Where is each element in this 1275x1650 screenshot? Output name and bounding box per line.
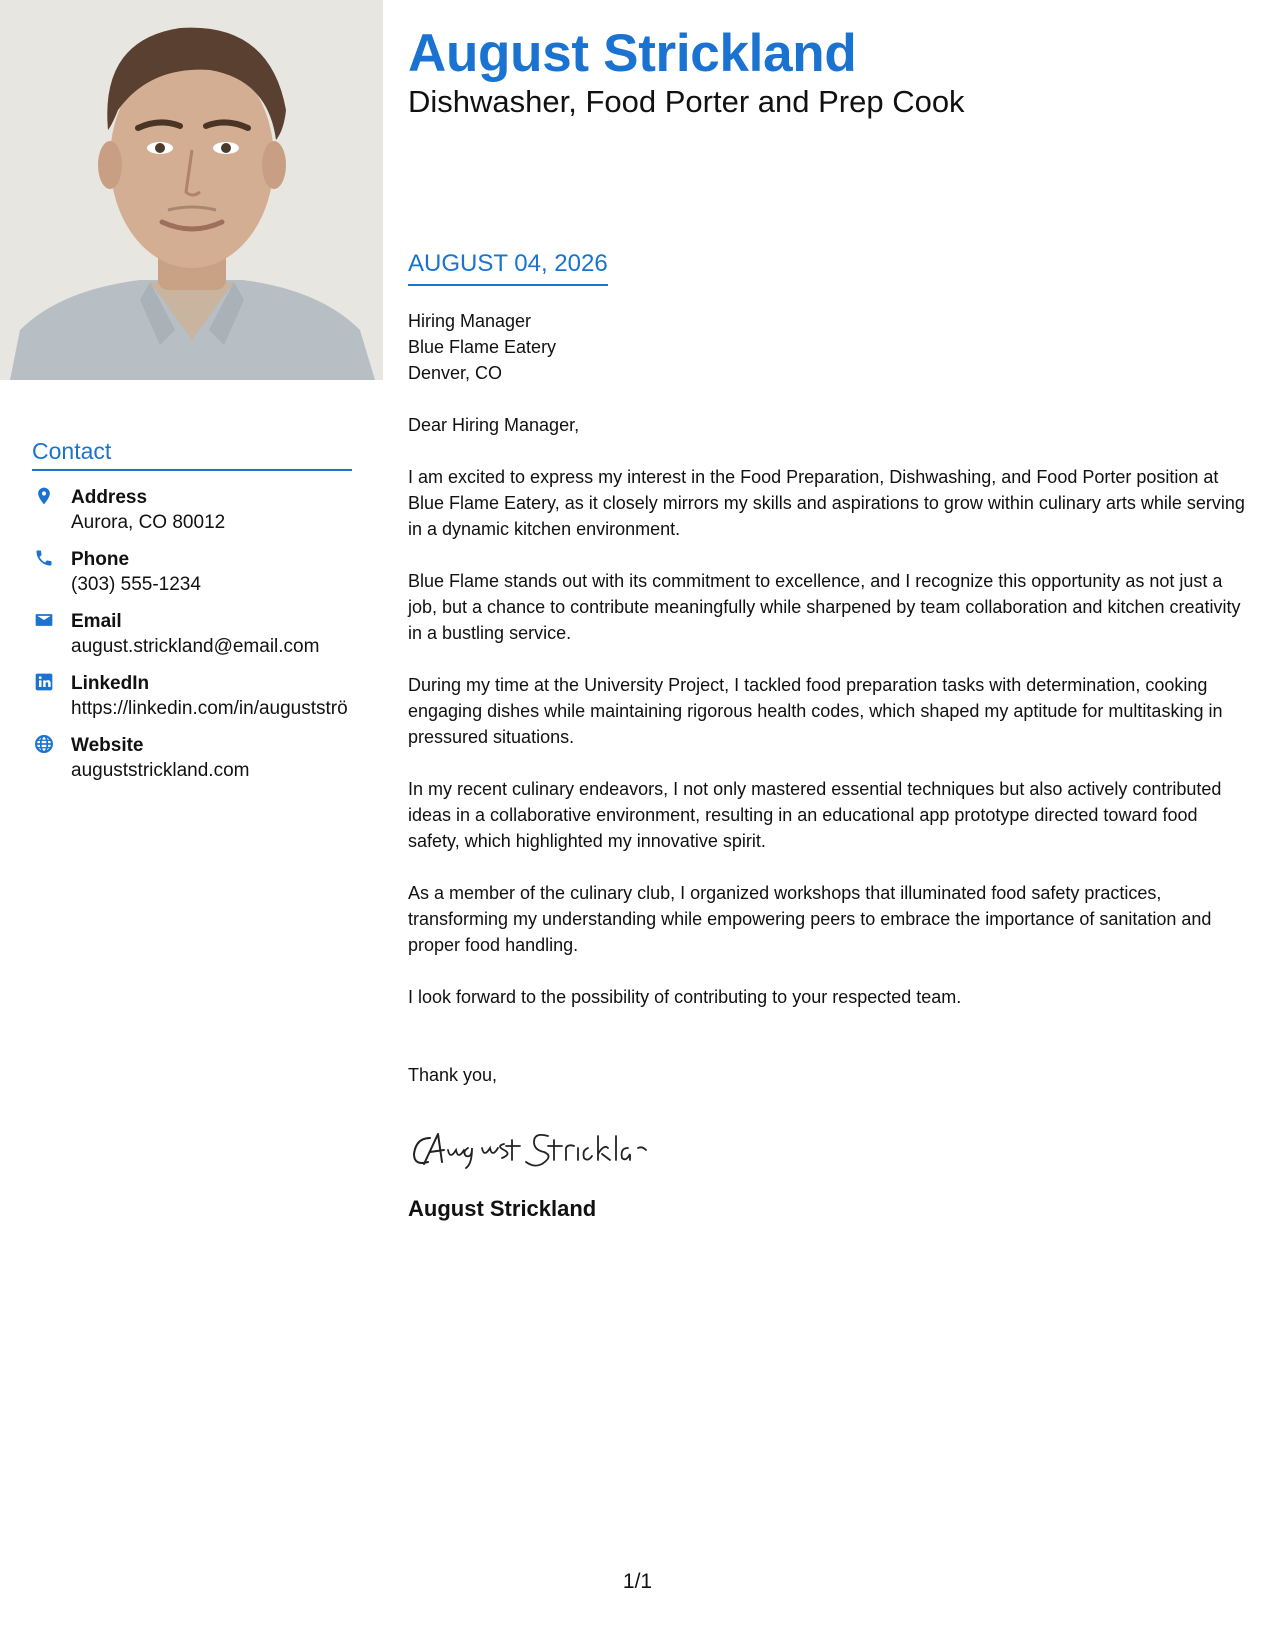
- candidate-name: August Strickland: [408, 24, 857, 83]
- letter-paragraph: As a member of the culinary club, I organized workshops that illuminated food safety practices, transforming my understanding while empowering peers to embrace the importance of sanitation and proper food handling.: [408, 883, 1212, 955]
- recipient-line: Blue Flame Eatery: [408, 337, 557, 357]
- closing: Thank you,: [408, 1065, 498, 1085]
- contact-heading: Contact: [32, 436, 352, 471]
- contact-phone: [32, 547, 352, 597]
- letter-paragraph: I am excited to express my interest in the Food Preparation, Dishwashing, and Food Porter position at Blue Flame Eatery, as it closely mirrors my skills and aspirations to grow within culinary arts while serving in a dynamic kitchen environment.: [408, 467, 1245, 539]
- email-value[interactable]: august.strickland@email.com: [71, 636, 320, 657]
- phone-icon: [34, 548, 54, 568]
- email-icon: [34, 610, 54, 630]
- salutation: Dear Hiring Manager,: [408, 415, 580, 435]
- letter-body: [408, 308, 1253, 1224]
- contact-linkedin: [32, 671, 352, 721]
- linkedin-value[interactable]: https://linkedin.com/in/augustströ: [71, 698, 348, 719]
- signed-name: August Strickland: [408, 1196, 597, 1221]
- letter-paragraph: In my recent culinary endeavors, I not only mastered essential techniques but also actively contributed ideas in a collaborative environment, resulting in an educational app prototype directed toward food safety, which highlighted my innovative spirit.: [408, 779, 1222, 851]
- recipient-block: [408, 308, 1253, 386]
- recipient-line: Denver, CO: [408, 363, 503, 383]
- linkedin-label: LinkedIn: [71, 673, 150, 694]
- website-value[interactable]: auguststrickland.com: [71, 760, 250, 781]
- address-label: Address: [71, 487, 148, 508]
- globe-icon: [34, 734, 54, 754]
- signature-image: [408, 1114, 668, 1174]
- letter-date: AUGUST 04, 2026: [408, 248, 608, 286]
- contact-email: [32, 609, 352, 659]
- portrait-illustration: [0, 0, 383, 380]
- address-value: Aurora, CO 80012: [71, 512, 226, 533]
- letter-paragraph: During my time at the University Project, I tackled food preparation tasks with determination, cooking engaging dishes while maintaining rigorous health codes, which shaped my aptitude for multitasking in pressured situations.: [408, 675, 1223, 747]
- letter-paragraph: I look forward to the possibility of contributing to your respected team.: [408, 987, 962, 1007]
- map-pin-icon: [34, 486, 54, 506]
- contact-sidebar: [32, 436, 352, 795]
- handwritten-signature: [408, 1114, 1253, 1174]
- phone-value[interactable]: (303) 555-1234: [71, 574, 201, 595]
- website-label: Website: [71, 735, 144, 756]
- contact-address: [32, 485, 352, 535]
- recipient-line: Hiring Manager: [408, 311, 532, 331]
- page-number: 1/1: [622, 1570, 653, 1593]
- email-label: Email: [71, 611, 122, 632]
- letter-paragraph: Blue Flame stands out with its commitment to excellence, and I recognize this opportunity as not just a job, but a chance to contribute meaningfully while sharpened by team collaboration and kitchen creativity in a bustling service.: [408, 571, 1241, 643]
- profile-photo: [0, 0, 383, 380]
- contact-website: [32, 733, 352, 783]
- job-title: Dishwasher, Food Porter and Prep Cook: [408, 84, 965, 119]
- linkedin-icon: [34, 672, 54, 692]
- phone-label: Phone: [71, 549, 130, 570]
